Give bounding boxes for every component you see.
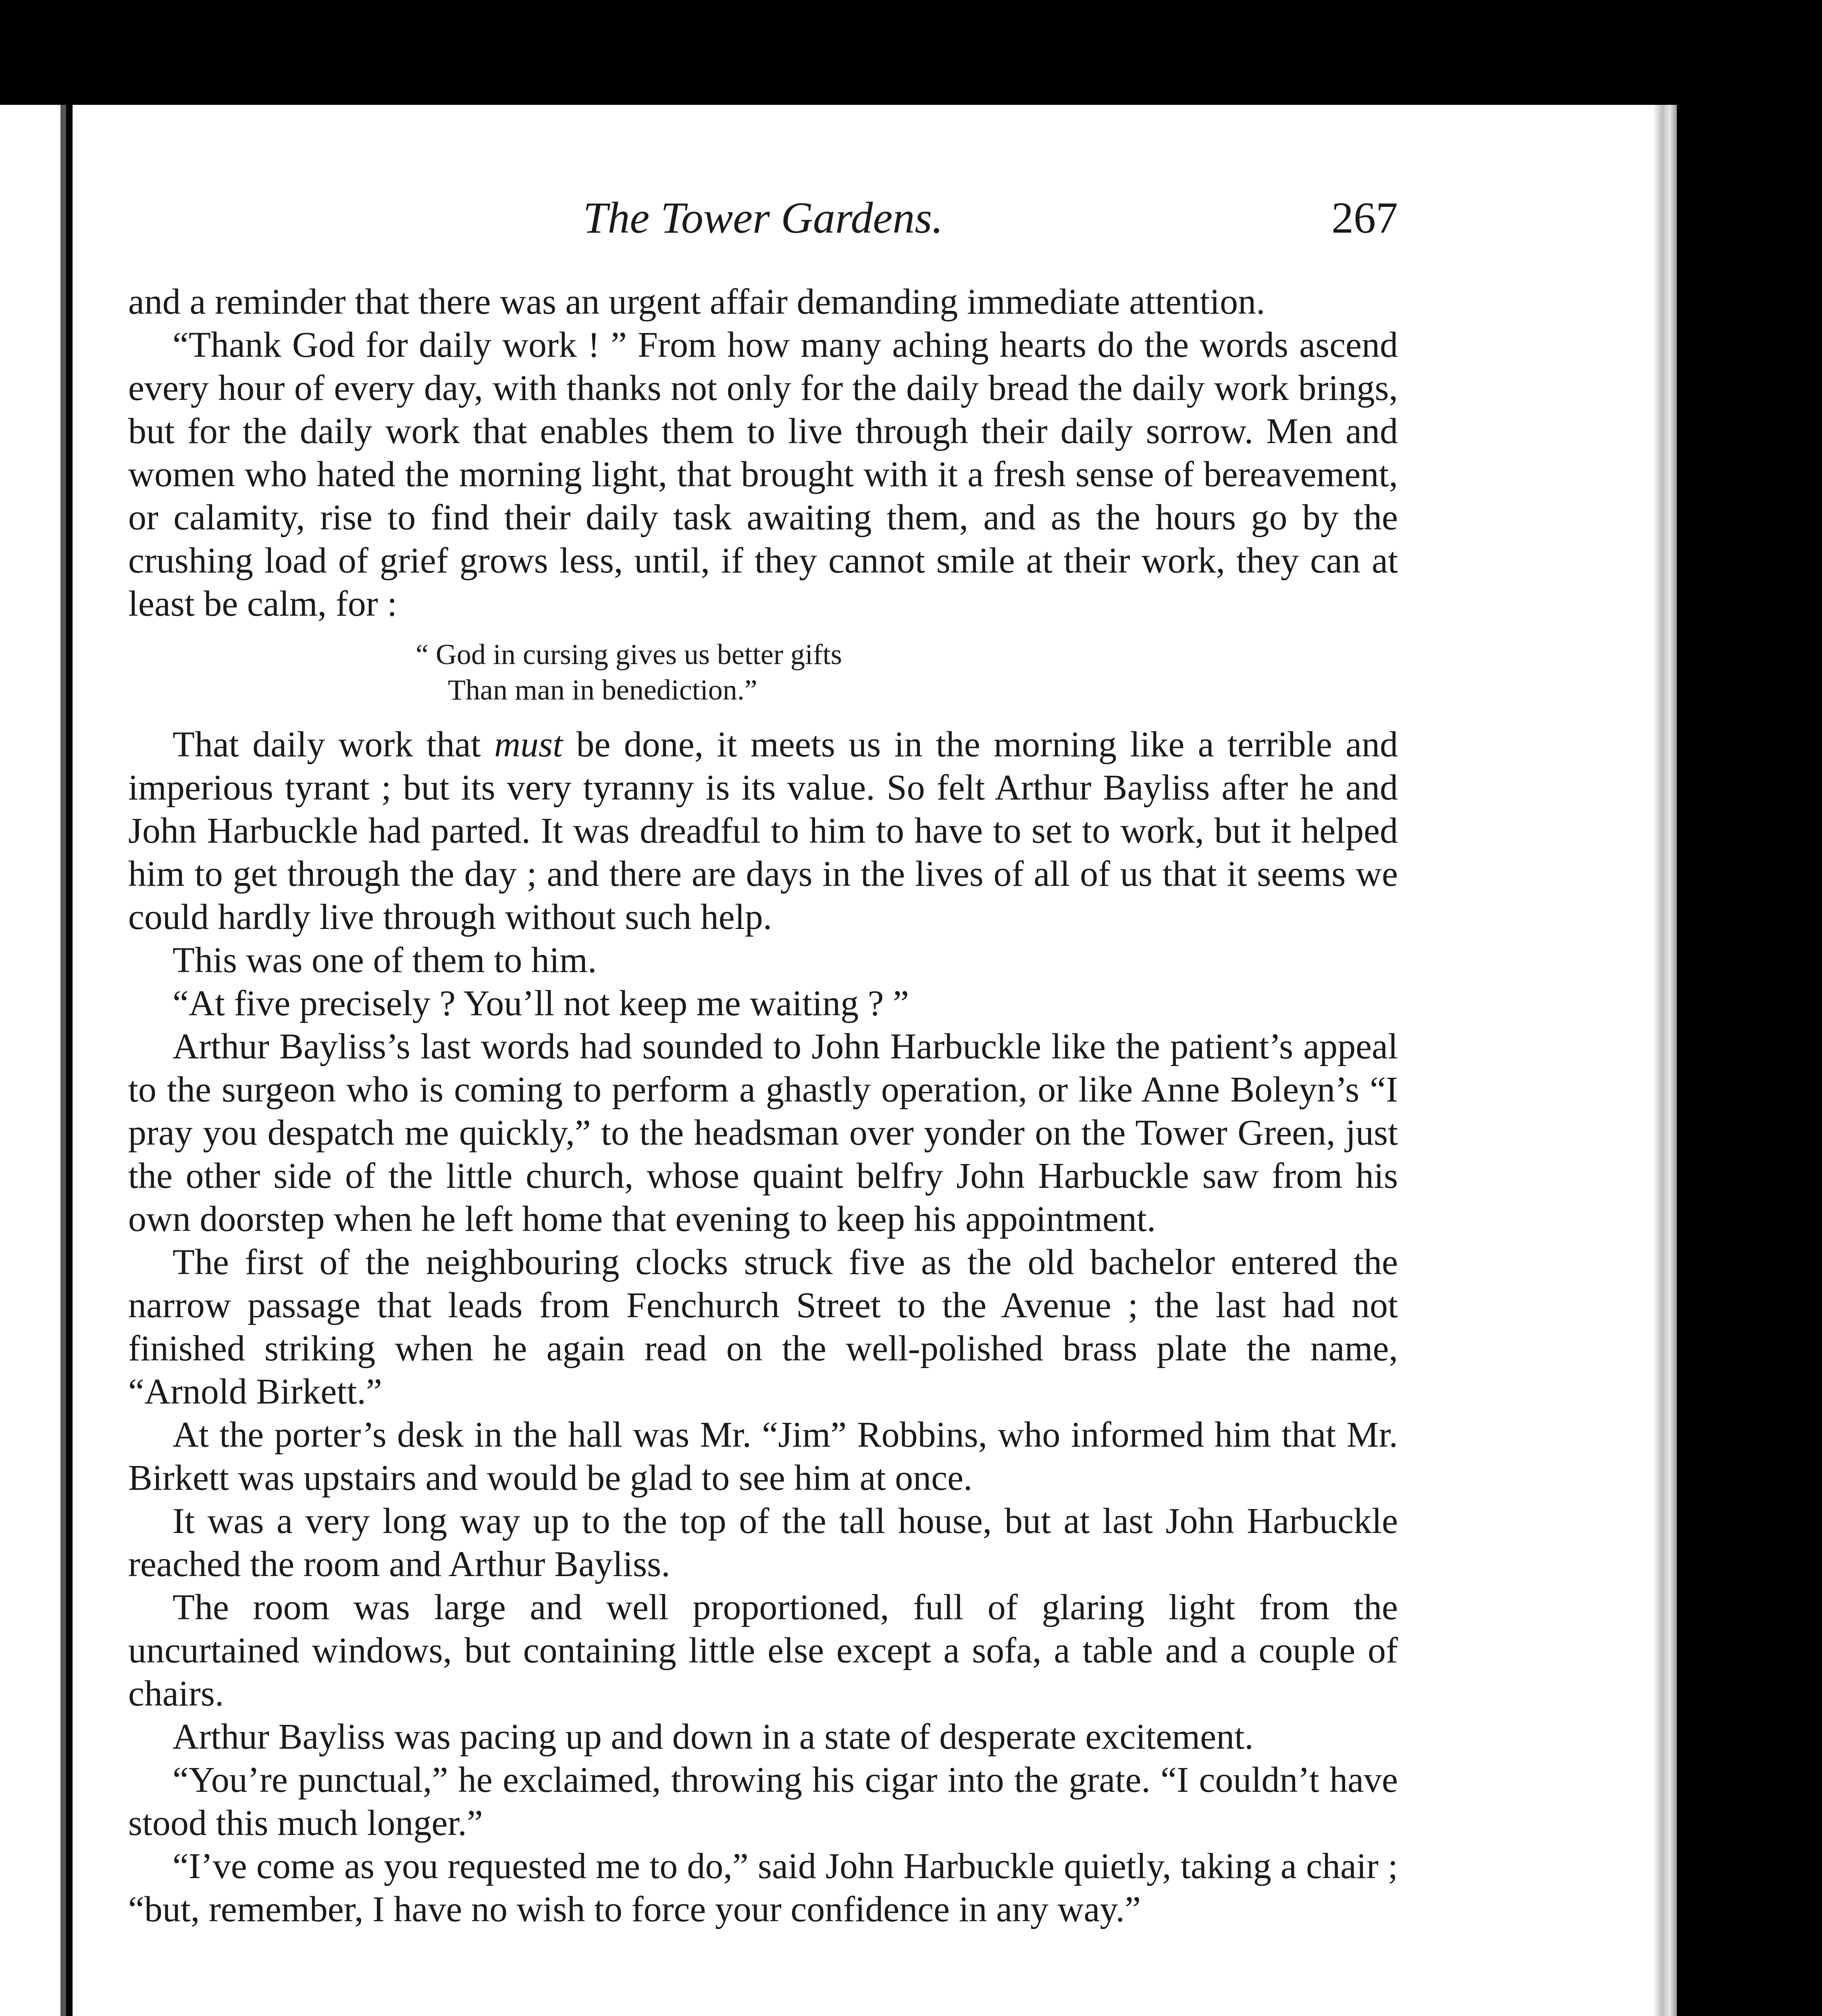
paragraph: Arthur Bayliss’s last words had sounded to John Harbuckle like the patient’s appeal to the surgeon who is coming to perform a ghastly operation, or like Anne Boleyn’s “I pray you despatch me quickly,” to the headsman over yonder on the Tower Green, just the other side of the little church, whose quaint belfry John Harbuckle saw from his own doorstep when he left home that evening to keep his appointment.: [128, 1027, 1398, 1239]
previous-page-edge: [0, 105, 66, 2016]
paragraph: At the porter’s desk in the hall was Mr. “Jim” Robbins, who informed him that Mr. Birkett was upstairs and would be glad to see him at once.: [128, 1415, 1398, 1498]
paragraph: and a reminder that there was an urgent affair demanding immediate attention.: [128, 282, 1265, 322]
paragraph: It was a very long way up to the top of the tall house, but at last John Harbuckle reached the room and Arthur Bayliss.: [128, 1501, 1398, 1584]
paragraph-text: be done, it meets us in the morning like a terrible and imperious tyrant ; but its very tyranny is its value. So felt Arthur Bayliss after he and John Harbuckle had parted. It was dreadful to him to have to set to work, but it helped him to get through the day ; and there are days in the lives of all of us that it seems we could hardly live through without such help.: [128, 725, 1398, 937]
paragraph: The first of the neighbouring clocks struck five as the old bachelor entered the narrow passage that leads from Fenchurch Street to the Avenue ; the last had not finished striking when he again read on the well-polished brass plate the name, “Arnold Birkett.”: [128, 1242, 1398, 1412]
emphasis-word: must: [494, 725, 563, 764]
body-text: [128, 280, 1398, 1931]
verse-line: Than man in benediction.”: [448, 674, 757, 706]
verse-quotation: [128, 637, 1398, 708]
paragraph: “At five precisely ? You’ll not keep me waiting ? ”: [173, 983, 909, 1023]
page-gutter-shadow: [1653, 105, 1677, 2016]
paragraph: “Thank God for daily work ! ” From how many aching hearts do the words ascend every hour of every day, with thanks not only for the daily bread the daily work brings, but for the daily work that enables them to live through their daily sorrow. Men and women who hated the morning light, that brought with it a fresh sense of bereavement, or calamity, rise to find their daily task awaiting them, and as the hours go by the crushing load of grief grows less, until, if they cannot smile at their work, they can at least be calm, for :: [128, 325, 1398, 624]
page-number: 267: [1331, 193, 1398, 242]
paragraph: [128, 723, 1398, 939]
running-title: The Tower Gardens.: [583, 193, 943, 242]
paragraph: The room was large and well proportioned, full of glaring light from the uncurtained windows, but containing little else except a sofa, a table and a couple of chairs.: [128, 1587, 1398, 1714]
verse-line: “ God in cursing gives us better gifts: [416, 638, 842, 671]
paragraph: “You’re punctual,” he exclaimed, throwing his cigar into the grate. “I couldn’t have stood this much longer.”: [128, 1760, 1398, 1843]
paragraph: “I’ve come as you requested me to do,” said John Harbuckle quietly, taking a chair ; “but, remember, I have no wish to force your confidence in any way.”: [128, 1846, 1398, 1929]
paragraph: This was one of them to him.: [173, 940, 597, 980]
paragraph: Arthur Bayliss was pacing up and down in a state of desperate excitement.: [173, 1717, 1254, 1757]
running-header: [128, 190, 1398, 258]
paragraph-text: That daily work that: [173, 725, 495, 764]
